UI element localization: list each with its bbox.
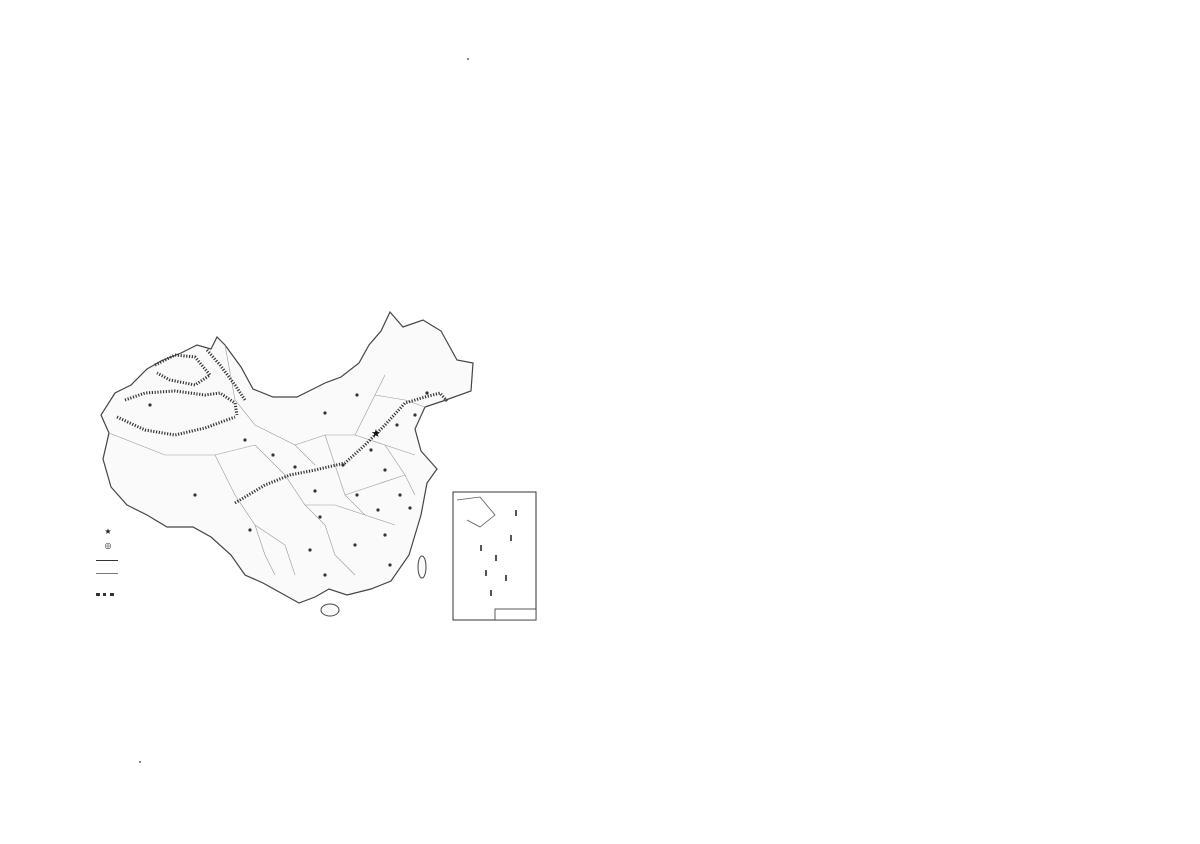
capital-circle-icon: ◎	[104, 540, 112, 550]
legend-row-provincial-border	[96, 566, 266, 580]
star-icon: ★	[104, 526, 112, 536]
hainan-island	[321, 604, 339, 616]
capital-star-icon: ★	[371, 427, 381, 440]
frost-line-icon	[96, 583, 120, 599]
legend-row-frost-line	[96, 582, 266, 600]
sea-level-charts	[660, 334, 1120, 490]
taiwan-island	[418, 556, 426, 578]
legend-row-provincial-capital	[96, 538, 266, 552]
map-legend	[96, 520, 266, 600]
legend-row-national-border	[96, 552, 266, 566]
legend-row-capital	[96, 524, 266, 538]
provincial-border-icon	[96, 568, 120, 578]
scan-dot	[139, 761, 141, 763]
national-border-icon	[96, 554, 120, 564]
south-china-sea-inset	[453, 492, 536, 620]
scan-dot	[467, 58, 469, 60]
